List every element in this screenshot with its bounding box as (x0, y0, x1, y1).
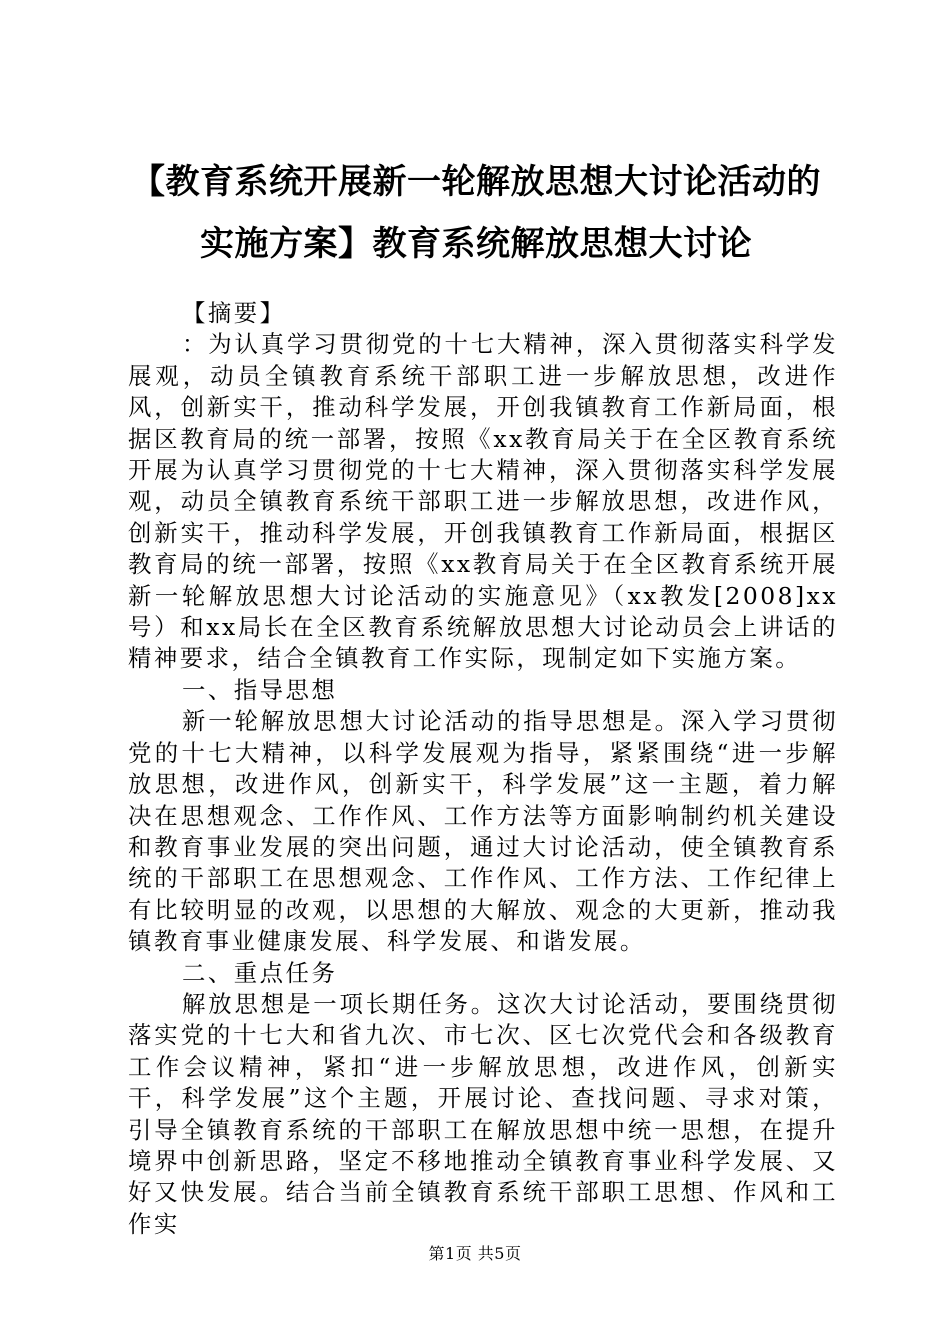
section-heading-guiding-ideology: 一、指导思想 (182, 675, 338, 704)
key-tasks-paragraph: 解放思想是一项长期任务。这次大讨论活动，要围绕贯彻落实党的十七大和省九次、市七次、区七次党代会和各级教育工作会议精神，紧扣“进一步解放思想，改进作风，创新实干，科学发展”这个主题，开展讨论、查找问题、寻求对策，引导全镇教育系统的干部职工在解放思想中统一思想，在提升境界中创新思路，坚定不移地推动全镇教育事业科学发展、又好又快发展。结合当前全镇教育系统干部职工思想、作风和工作实 (128, 989, 838, 1238)
section-heading-key-tasks: 二、重点任务 (182, 958, 338, 987)
document-body (128, 298, 838, 1240)
abstract-label: 【摘要】 (182, 299, 286, 327)
abstract-paragraph: ：为认真学习贯彻党的十七大精神，深入贯彻落实科学发展观，动员全镇教育系统干部职工进一步解放思想，改进作风，创新实干，推动科学发展，开创我镇教育工作新局面，根据区教育局的统一部署，按照《xx教育局关于在全区教育系统开展为认真学习贯彻党的十七大精神，深入贯彻落实科学发展观，动员全镇教育系统干部职工进一步解放思想，改进作风，创新实干，推动科学发展，开创我镇教育工作新局面，根据区教育局的统一部署，按照《xx教育局关于在全区教育系统开展新一轮解放思想大讨论活动的实施意见》（xx教发[2008]xx号）和xx局长在全区教育系统解放思想大讨论动员会上讲话的精神要求，结合全镇教育工作实际，现制定如下实施方案。 (128, 330, 838, 673)
document-title-line-1: 【教育系统开展新一轮解放思想大讨论活动的 (131, 162, 821, 202)
page-number-footer: 第1页 共5页 (428, 1244, 522, 1263)
guiding-ideology-paragraph: 新一轮解放思想大讨论活动的指导思想是。深入学习贯彻党的十七大精神，以科学发展观为指导，紧紧围绕“进一步解放思想，改进作风，创新实干，科学发展”这一主题，着力解决在思想观念、工作作风、工作方法等方面影响制约机关建设和教育事业发展的突出问题，通过大讨论活动，使全镇教育系统的干部职工在思想观念、工作作风、工作方法、工作纪律上有比较明显的改观，以思想的大解放、观念的大更新，推动我镇教育事业健康发展、科学发展、和谐发展。 (128, 707, 838, 956)
document-title-line-2: 实施方案】教育系统解放思想大讨论 (200, 224, 752, 264)
